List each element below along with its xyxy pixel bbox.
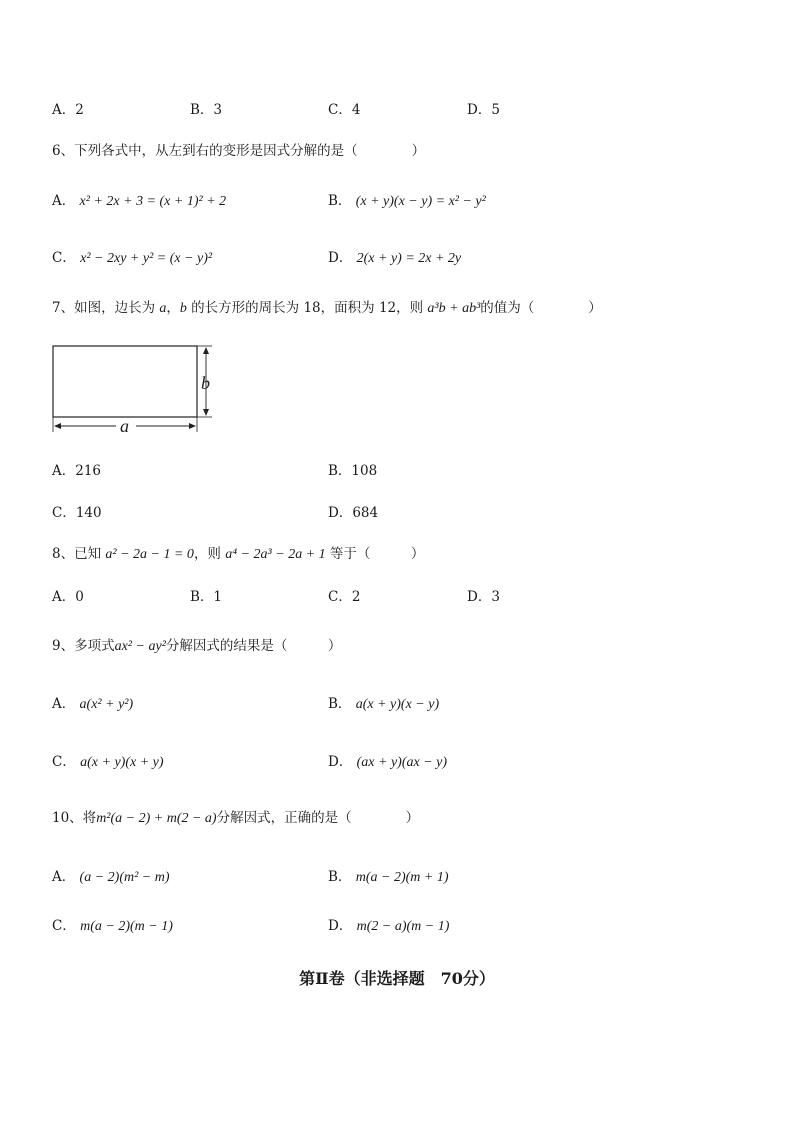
- q9-option-b-math: a(x + y)(x − y): [355, 697, 440, 712]
- q10-option-c-math: m(a − 2)(m − 1): [80, 919, 173, 934]
- q6-option-b-math: (x + y)(x − y) = x² − y²: [355, 194, 486, 209]
- q9-expression: ax² − ay²: [114, 639, 166, 654]
- q9-stem: [52, 637, 341, 656]
- q9-option-a: [52, 695, 133, 714]
- q6-option-a: [52, 192, 226, 211]
- q9-stem-pre: 9、多项式: [52, 638, 115, 654]
- a-arrow-left-icon: [54, 423, 61, 429]
- q6-option-d-label: D．: [328, 250, 353, 266]
- section-title: 第Ⅱ卷（非选择题 70分）: [299, 969, 495, 988]
- q6-option-b-label: B．: [328, 193, 352, 209]
- q9-option-b: [328, 695, 439, 714]
- q9-stem-post: 分解因式的结果是（ ）: [165, 638, 342, 654]
- q9-option-a-label: A．: [52, 696, 76, 712]
- rectangle-figure: [50, 342, 220, 434]
- a-arrow-right-icon: [189, 423, 196, 429]
- q10-option-a-math: (a − 2)(m² − m): [79, 870, 170, 885]
- q5-option-b: B．3: [190, 102, 223, 118]
- q8-stem-post: 等于（ ）: [325, 546, 425, 562]
- figure-label-b: b: [201, 373, 210, 393]
- q7-option-c: C．140: [52, 505, 102, 521]
- q7-stem-pre: 7、如图，边长为: [52, 300, 160, 316]
- q7-var-b: b: [179, 301, 187, 316]
- q7-var-a: a: [159, 301, 167, 316]
- q9-option-b-label: B．: [328, 696, 352, 712]
- q6-stem: 6、下列各式中，从左到右的变形是因式分解的是（ ）: [52, 143, 426, 159]
- q8-option-c: C．2: [328, 589, 361, 605]
- q7-stem-post: 的值为（ ）: [480, 300, 602, 316]
- q10-option-d-math: m(2 − a)(m − 1): [356, 919, 450, 934]
- q6-option-d: [328, 249, 461, 268]
- q6-option-a-math: x² + 2x + 3 = (x + 1)² + 2: [79, 194, 227, 209]
- q9-option-d-math: (ax + y)(ax − y): [356, 755, 448, 770]
- q9-option-c-label: C．: [52, 754, 76, 770]
- q7-comma: ，: [166, 300, 180, 316]
- q8-stem: [52, 545, 424, 564]
- q8-option-a: A．0: [52, 589, 84, 605]
- q10-stem-pre: 10、将: [52, 810, 97, 826]
- q10-option-b-math: m(a − 2)(m + 1): [355, 870, 449, 885]
- q10-option-c-label: C．: [52, 918, 76, 934]
- q9-option-c: [52, 753, 164, 772]
- q8-stem-pre: 8、已知: [52, 546, 106, 562]
- q7-option-a: A．216: [52, 463, 102, 479]
- q5-option-a: A．2: [52, 102, 84, 118]
- q10-option-d-label: D．: [328, 918, 353, 934]
- q10-stem: [52, 809, 419, 828]
- q10-option-b: [328, 868, 448, 887]
- q8-expression: a⁴ − 2a³ − 2a + 1: [225, 547, 326, 562]
- q8-option-d: D．3: [467, 589, 500, 605]
- q8-stem-mid: ，则: [193, 546, 226, 562]
- q7-option-b: B．108: [328, 463, 378, 479]
- q9-option-c-math: a(x + y)(x + y): [80, 755, 164, 770]
- q10-option-d: [328, 917, 449, 936]
- q7-stem-mid: 的长方形的周长为 18，面积为 12，则: [186, 300, 428, 316]
- q6-option-c: [52, 249, 212, 268]
- q9-option-a-math: a(x² + y²): [79, 697, 134, 712]
- q10-stem-post: 分解因式，正确的是（ ）: [216, 810, 420, 826]
- q6-option-d-math: 2(x + y) = 2x + 2y: [356, 251, 462, 266]
- q6-option-c-label: C．: [52, 250, 76, 266]
- q8-option-b: B．1: [190, 589, 223, 605]
- figure-label-a: a: [120, 416, 129, 434]
- rectangle-shape: [53, 346, 197, 417]
- q10-option-c: [52, 917, 173, 936]
- q8-given: a² − 2a − 1 = 0: [105, 547, 194, 562]
- q6-option-c-math: x² − 2xy + y² = (x − y)²: [80, 251, 213, 266]
- b-arrow-up-icon: [203, 347, 209, 354]
- q7-stem: [52, 299, 602, 318]
- q6-option-a-label: A．: [52, 193, 76, 209]
- q9-option-d-label: D．: [328, 754, 353, 770]
- q5-option-c: C．4: [328, 102, 361, 118]
- q9-option-d: [328, 753, 447, 772]
- q10-expression: m²(a − 2) + m(2 − a): [96, 811, 217, 826]
- q7-option-d: D．684: [328, 505, 379, 521]
- q10-option-b-label: B．: [328, 869, 352, 885]
- q10-option-a: [52, 868, 170, 887]
- q10-option-a-label: A．: [52, 869, 76, 885]
- q6-option-b: [328, 192, 486, 211]
- q7-expression: a³b + ab³: [427, 301, 481, 316]
- b-arrow-down-icon: [203, 409, 209, 416]
- q5-option-d: D．5: [467, 102, 500, 118]
